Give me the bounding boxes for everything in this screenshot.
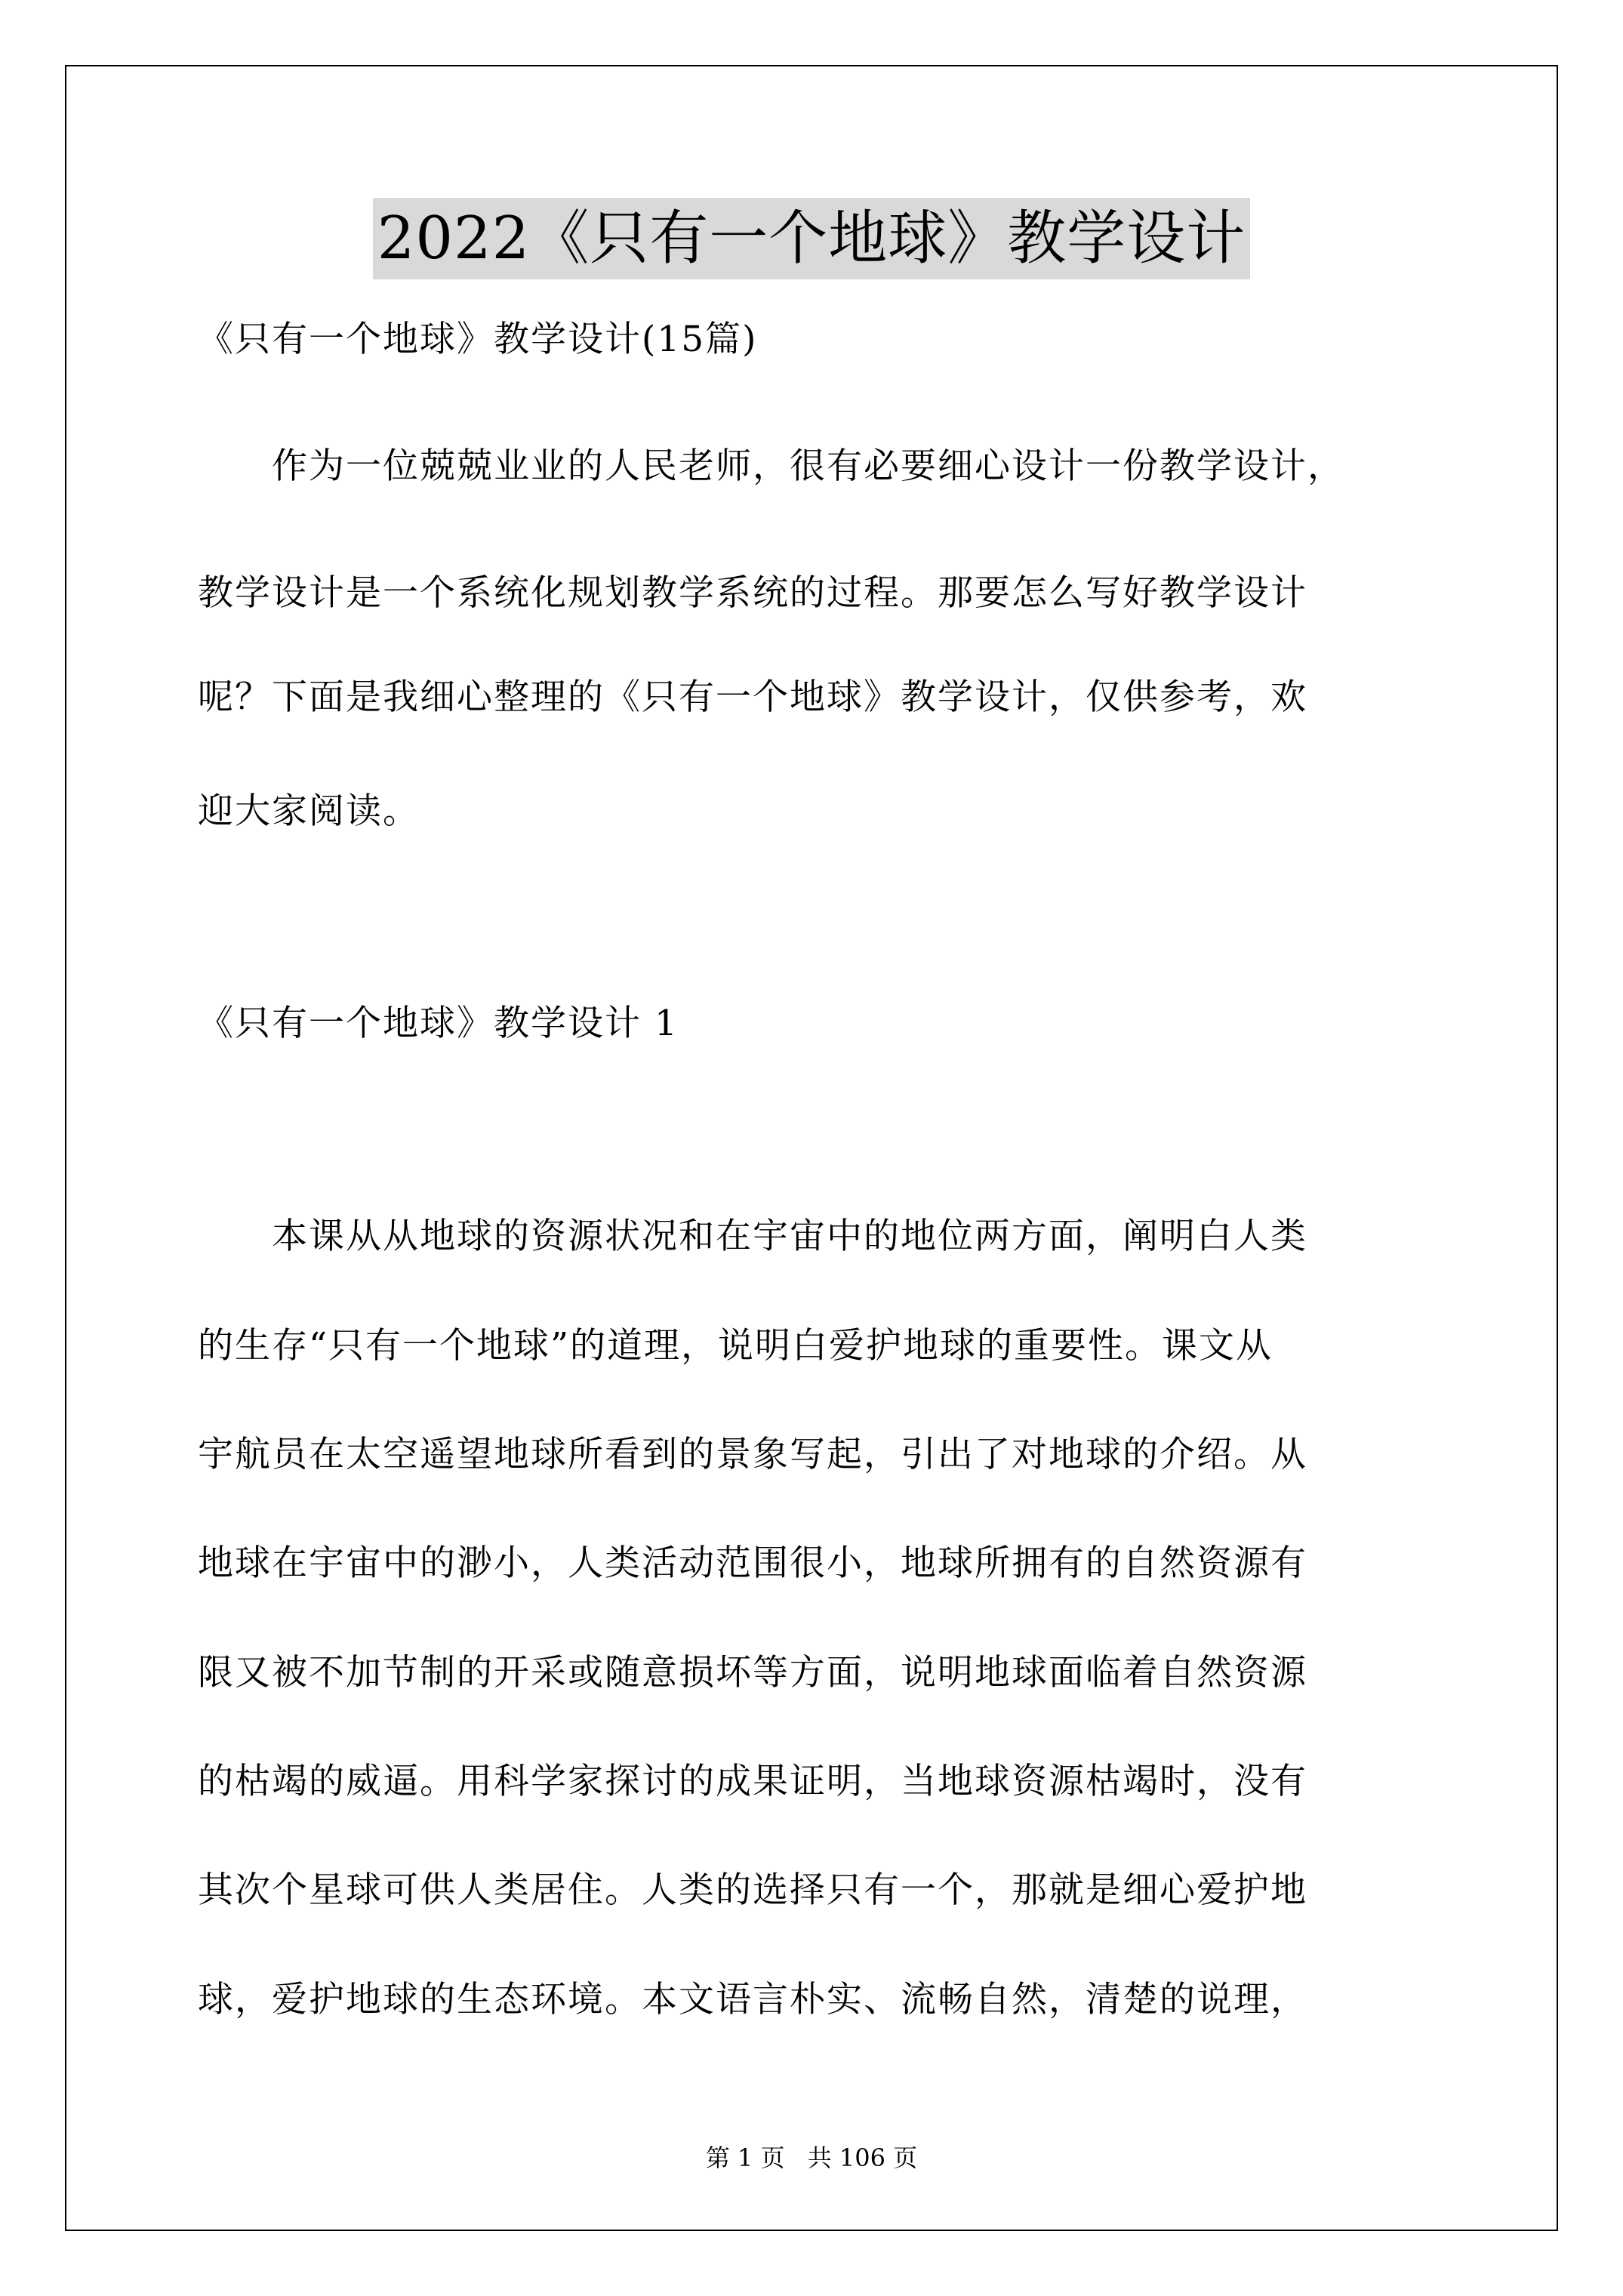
document-title: 2022《只有一个地球》教学设计 [373, 198, 1251, 279]
document-subtitle: 《只有一个地球》教学设计(15篇) [198, 319, 758, 360]
body-line-2: 的生存“只有一个地球”的道理，说明白爱护地球的重要性。课文从 [198, 1325, 1273, 1367]
page-footer [0, 2143, 1623, 2173]
intro-line-1: 作为一位兢兢业业的人民老师，很有必要细心设计一份教学设计， [198, 445, 1344, 487]
body-line-8: 球，爱护地球的生态环境。本文语言朴实、流畅自然，清楚的说理， [198, 1979, 1307, 2020]
intro-line-2: 教学设计是一个系统化规划教学系统的过程。那要怎么写好教学设计 [198, 572, 1307, 614]
body-line-6: 的枯竭的威逼。用科学家探讨的成果证明，当地球资源枯竭时，没有 [198, 1761, 1307, 1802]
page-total: 共 106 页 [807, 2143, 918, 2172]
body-line-5: 限又被不加节制的开采或随意损坏等方面，说明地球面临着自然资源 [198, 1652, 1307, 1693]
intro-line-3: 呢？下面是我细心整理的《只有一个地球》教学设计，仅供参考，欢 [198, 676, 1307, 718]
body-line-1: 本课从从地球的资源状况和在宇宙中的地位两方面，阐明白人类 [198, 1216, 1307, 1257]
body-line-7: 其次个星球可供人类居住。人类的选择只有一个，那就是细心爱护地 [198, 1869, 1307, 1911]
intro-line-4: 迎大家阅读。 [198, 791, 420, 832]
title-container [0, 198, 1623, 279]
section-heading: 《只有一个地球》教学设计 1 [198, 1003, 679, 1044]
body-line-3: 宇航员在太空遥望地球所看到的景象写起，引出了对地球的介绍。从 [198, 1434, 1307, 1475]
page-number: 第 1 页 [705, 2143, 785, 2172]
body-line-4: 地球在宇宙中的渺小，人类活动范围很小，地球所拥有的自然资源有 [198, 1542, 1307, 1584]
